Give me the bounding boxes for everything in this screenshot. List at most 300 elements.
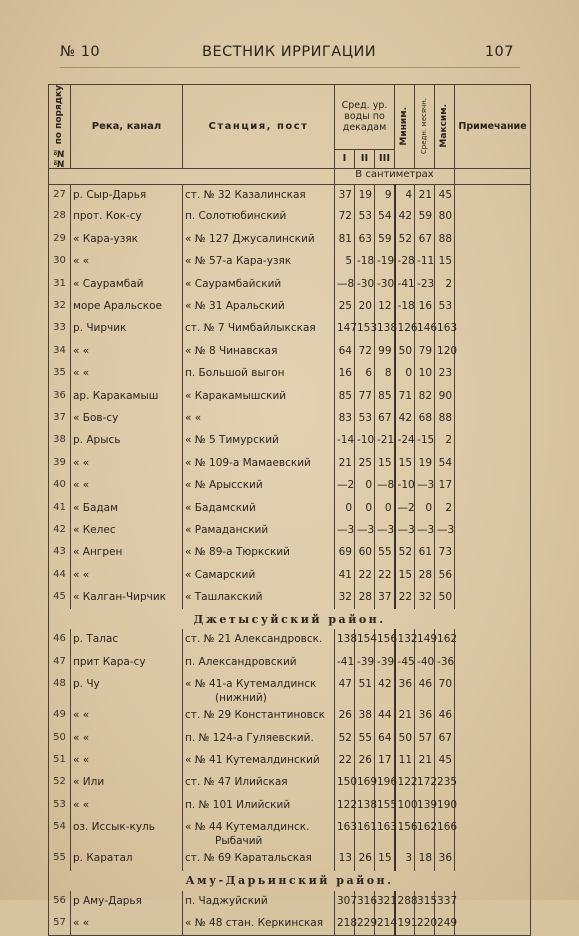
cell-mean: 146	[415, 318, 435, 340]
header-decade-3: III	[375, 150, 395, 168]
cell-mean: 149	[415, 629, 435, 651]
cell-station: п. Большой выгон	[183, 363, 335, 385]
cell-d2: 169	[355, 772, 375, 794]
cell-mean: 67	[415, 229, 435, 251]
cell-river: « Кара-узяк	[71, 229, 183, 251]
cell-d3: 22	[375, 565, 395, 587]
cell-d3: 17	[375, 750, 395, 772]
cell-min: 42	[395, 408, 415, 430]
cell-max: 190	[435, 795, 455, 817]
station-line-2: (нижний)	[215, 692, 267, 705]
cell-d2: 55	[355, 728, 375, 750]
cell-order-number: 48	[49, 674, 71, 705]
cell-min: 0	[395, 363, 415, 385]
cell-river: прот. Кок-су	[71, 206, 183, 228]
cell-min: -41	[395, 274, 415, 296]
cell-river: прит Кара-су	[71, 652, 183, 674]
cell-min: 11	[395, 750, 415, 772]
cell-d2: 77	[355, 386, 375, 408]
cell-min: -45	[395, 652, 415, 674]
cell-order-number: 30	[49, 251, 71, 273]
cell-station: « Рамаданский	[183, 520, 335, 542]
table-row	[49, 274, 531, 296]
table-row	[49, 891, 531, 913]
cell-order-number: 28	[49, 206, 71, 228]
cell-d1: 41	[335, 565, 355, 587]
cell-note	[455, 251, 531, 273]
cell-min: 21	[395, 705, 415, 727]
cell-note	[455, 728, 531, 750]
cell-min: 52	[395, 542, 415, 564]
cell-mean: -40	[415, 652, 435, 674]
cell-mean: 172	[415, 772, 435, 794]
units-note-spacer	[455, 168, 531, 184]
cell-d1: 150	[335, 772, 355, 794]
cell-max: -36	[435, 652, 455, 674]
cell-min: -10	[395, 475, 415, 497]
cell-d3: 15	[375, 848, 395, 870]
cell-max: 88	[435, 229, 455, 251]
cell-river: « Саурамбай	[71, 274, 183, 296]
cell-note	[455, 206, 531, 228]
cell-river: море Аральское	[71, 296, 183, 318]
header-avg-level: Сред. ур. воды по декадам	[335, 85, 395, 150]
cell-d1: 0	[335, 498, 355, 520]
cell-station: « Саурамбайский	[183, 274, 335, 296]
cell-station: « Самарский	[183, 565, 335, 587]
cell-max: 235	[435, 772, 455, 794]
table-row	[49, 565, 531, 587]
cell-station: « Каракамышский	[183, 386, 335, 408]
water-level-table	[48, 84, 531, 936]
cell-note	[455, 386, 531, 408]
cell-mean: 19	[415, 453, 435, 475]
cell-min: -18	[395, 296, 415, 318]
table-row	[49, 229, 531, 251]
cell-note	[455, 498, 531, 520]
cell-max: 90	[435, 386, 455, 408]
cell-d1: 85	[335, 386, 355, 408]
cell-max: 162	[435, 629, 455, 651]
table-row	[49, 475, 531, 497]
cell-river: « «	[71, 363, 183, 385]
cell-min: 50	[395, 341, 415, 363]
cell-d3: 64	[375, 728, 395, 750]
cell-note	[455, 652, 531, 674]
table-row	[49, 674, 531, 705]
cell-max: 23	[435, 363, 455, 385]
cell-order-number: 39	[49, 453, 71, 475]
cell-order-number: 45	[49, 587, 71, 609]
cell-note	[455, 430, 531, 452]
header-min: Миним.	[395, 85, 415, 169]
cell-order-number: 29	[49, 229, 71, 251]
cell-d1: 122	[335, 795, 355, 817]
cell-river: « «	[71, 251, 183, 273]
table-body-2	[49, 629, 531, 870]
cell-river: « «	[71, 913, 183, 935]
cell-note	[455, 629, 531, 651]
cell-d3: 321	[375, 891, 395, 913]
cell-d3: 37	[375, 587, 395, 609]
cell-order-number: 44	[49, 565, 71, 587]
cell-order-number: 56	[49, 891, 71, 913]
cell-station: п. Солотюбинский	[183, 206, 335, 228]
cell-d2: 22	[355, 565, 375, 587]
cell-order-number: 46	[49, 629, 71, 651]
cell-d3: 54	[375, 206, 395, 228]
cell-station: п. Александровский	[183, 652, 335, 674]
cell-min: —2	[395, 498, 415, 520]
cell-order-number: 54	[49, 817, 71, 848]
cell-river: р. Чирчик	[71, 318, 183, 340]
cell-max: 45	[435, 750, 455, 772]
cell-max: 120	[435, 341, 455, 363]
station-line-2: Рыбачий	[215, 835, 263, 848]
cell-d3: 12	[375, 296, 395, 318]
cell-d1: 16	[335, 363, 355, 385]
station-line-1: « № 41-а Кутемалдинск	[185, 678, 317, 691]
cell-d1: 81	[335, 229, 355, 251]
cell-station	[183, 674, 335, 705]
cell-mean: -11	[415, 251, 435, 273]
cell-min: 50	[395, 728, 415, 750]
cell-note	[455, 848, 531, 870]
cell-d2: 6	[355, 363, 375, 385]
cell-max: 17	[435, 475, 455, 497]
cell-d1: 25	[335, 296, 355, 318]
cell-min: 42	[395, 206, 415, 228]
cell-d1: 26	[335, 705, 355, 727]
cell-station: п. № 101 Илийский	[183, 795, 335, 817]
cell-d3: 214	[375, 913, 395, 935]
cell-mean: -15	[415, 430, 435, 452]
cell-river: « «	[71, 453, 183, 475]
table-row	[49, 705, 531, 727]
cell-station: « № 8 Чинавская	[183, 341, 335, 363]
cell-note	[455, 341, 531, 363]
cell-station: ст. № 69 Каратальская	[183, 848, 335, 870]
cell-d1: 32	[335, 587, 355, 609]
cell-d3: 138	[375, 318, 395, 340]
section-header-dzhetysu: Джетысуйский район.	[49, 609, 531, 629]
table-row	[49, 913, 531, 935]
cell-d2: 60	[355, 542, 375, 564]
cell-note	[455, 453, 531, 475]
cell-mean: 36	[415, 705, 435, 727]
cell-d2: 26	[355, 750, 375, 772]
cell-d3: 42	[375, 674, 395, 705]
cell-d1: —8	[335, 274, 355, 296]
cell-note	[455, 913, 531, 935]
cell-max: 53	[435, 296, 455, 318]
page-number: 107	[484, 44, 514, 60]
table-row	[49, 587, 531, 609]
table-row	[49, 848, 531, 870]
cell-d2: 28	[355, 587, 375, 609]
header-river: Река, канал	[71, 85, 183, 169]
cell-d3: 196	[375, 772, 395, 794]
cell-mean: 220	[415, 913, 435, 935]
cell-d2: 138	[355, 795, 375, 817]
cell-min: 132	[395, 629, 415, 651]
cell-river: « Бадам	[71, 498, 183, 520]
cell-d3: —8	[375, 475, 395, 497]
cell-river: « «	[71, 565, 183, 587]
cell-d2: -30	[355, 274, 375, 296]
cell-mean: 82	[415, 386, 435, 408]
cell-order-number: 31	[49, 274, 71, 296]
table-row	[49, 652, 531, 674]
cell-max: 337	[435, 891, 455, 913]
cell-d1: —3	[335, 520, 355, 542]
cell-d1: 69	[335, 542, 355, 564]
cell-d3: 156	[375, 629, 395, 651]
cell-max: —3	[435, 520, 455, 542]
cell-d2: 316	[355, 891, 375, 913]
cell-min: 191	[395, 913, 415, 935]
cell-order-number: 57	[49, 913, 71, 935]
table-row	[49, 772, 531, 794]
cell-d2: 0	[355, 498, 375, 520]
cell-station: « № 57-а Кара-узяк	[183, 251, 335, 273]
cell-mean: 162	[415, 817, 435, 848]
cell-order-number: 27	[49, 184, 71, 206]
cell-min: 4	[395, 184, 415, 206]
table-row	[49, 408, 531, 430]
cell-order-number: 52	[49, 772, 71, 794]
cell-note	[455, 296, 531, 318]
cell-order-number: 32	[49, 296, 71, 318]
cell-note	[455, 674, 531, 705]
cell-river: ар. Каракамыш	[71, 386, 183, 408]
cell-note	[455, 475, 531, 497]
cell-d1: 13	[335, 848, 355, 870]
cell-d1: 147	[335, 318, 355, 340]
cell-note	[455, 318, 531, 340]
cell-max: 70	[435, 674, 455, 705]
units-label: В сантиметрах	[335, 168, 455, 184]
cell-river: р. Каратал	[71, 848, 183, 870]
cell-d1: 47	[335, 674, 355, 705]
cell-d3: 155	[375, 795, 395, 817]
cell-mean: 32	[415, 587, 435, 609]
table-row	[49, 728, 531, 750]
cell-max: 2	[435, 498, 455, 520]
cell-mean: 315	[415, 891, 435, 913]
cell-note	[455, 565, 531, 587]
cell-min: 100	[395, 795, 415, 817]
cell-d2: -10	[355, 430, 375, 452]
cell-mean: -23	[415, 274, 435, 296]
cell-station: ст. № 21 Александровск.	[183, 629, 335, 651]
table-row	[49, 251, 531, 273]
cell-min: 126	[395, 318, 415, 340]
cell-mean: 21	[415, 184, 435, 206]
cell-max: 2	[435, 274, 455, 296]
cell-mean: 59	[415, 206, 435, 228]
cell-river: « «	[71, 795, 183, 817]
header-note: Примечание	[455, 85, 531, 169]
cell-mean: 57	[415, 728, 435, 750]
cell-max: 46	[435, 705, 455, 727]
cell-note	[455, 274, 531, 296]
cell-river: « «	[71, 728, 183, 750]
cell-river: « «	[71, 705, 183, 727]
table-row	[49, 817, 531, 848]
cell-station: « № 48 стан. Керкинская	[183, 913, 335, 935]
cell-order-number: 35	[49, 363, 71, 385]
cell-river: « «	[71, 750, 183, 772]
cell-note	[455, 587, 531, 609]
cell-order-number: 41	[49, 498, 71, 520]
cell-station: ст. № 29 Константиновск	[183, 705, 335, 727]
cell-note	[455, 772, 531, 794]
table-section-2	[49, 871, 531, 891]
cell-d1: 218	[335, 913, 355, 935]
cell-d1: 138	[335, 629, 355, 651]
cell-min: -24	[395, 430, 415, 452]
cell-mean: —3	[415, 475, 435, 497]
cell-station: « № 31 Аральский	[183, 296, 335, 318]
cell-max: 88	[435, 408, 455, 430]
cell-order-number: 34	[49, 341, 71, 363]
cell-d2: 20	[355, 296, 375, 318]
table-row	[49, 318, 531, 340]
cell-d2: 19	[355, 184, 375, 206]
table-row	[49, 341, 531, 363]
cell-station: « «	[183, 408, 335, 430]
cell-min: —3	[395, 520, 415, 542]
cell-d1: -41	[335, 652, 355, 674]
cell-max: 15	[435, 251, 455, 273]
cell-station: « № 41 Кутемалдинский	[183, 750, 335, 772]
cell-note	[455, 817, 531, 848]
cell-d2: 63	[355, 229, 375, 251]
cell-station: ст. № 32 Казалинская	[183, 184, 335, 206]
cell-min: 71	[395, 386, 415, 408]
cell-min: 15	[395, 565, 415, 587]
cell-river: « Или	[71, 772, 183, 794]
cell-d3: -30	[375, 274, 395, 296]
cell-note	[455, 408, 531, 430]
cell-max: 36	[435, 848, 455, 870]
header-decade-2: II	[355, 150, 375, 168]
table-row	[49, 430, 531, 452]
cell-mean: 61	[415, 542, 435, 564]
table-row	[49, 184, 531, 206]
cell-d1: 37	[335, 184, 355, 206]
cell-river: оз. Иссык-куль	[71, 817, 183, 848]
cell-river: « Ангрен	[71, 542, 183, 564]
cell-river: р. Сыр-Дарья	[71, 184, 183, 206]
table-row	[49, 542, 531, 564]
cell-note	[455, 184, 531, 206]
station-line-1: « № 44 Кутемалдинск.	[185, 821, 310, 834]
cell-order-number: 50	[49, 728, 71, 750]
cell-station: « № 127 Джусалинский	[183, 229, 335, 251]
cell-max: 73	[435, 542, 455, 564]
cell-note	[455, 520, 531, 542]
cell-d1: —2	[335, 475, 355, 497]
table-row	[49, 363, 531, 385]
cell-d2: -39	[355, 652, 375, 674]
cell-note	[455, 363, 531, 385]
cell-d3: 44	[375, 705, 395, 727]
cell-max: 54	[435, 453, 455, 475]
cell-max: 80	[435, 206, 455, 228]
cell-river: « Бов-су	[71, 408, 183, 430]
cell-d3: -39	[375, 652, 395, 674]
section-header-amudarya: Аму-Дарьинский район.	[49, 871, 531, 891]
cell-max: 166	[435, 817, 455, 848]
cell-order-number: 40	[49, 475, 71, 497]
cell-max: 67	[435, 728, 455, 750]
cell-d2: -18	[355, 251, 375, 273]
units-spacer	[49, 168, 335, 184]
cell-d1: 22	[335, 750, 355, 772]
cell-d3: 0	[375, 498, 395, 520]
cell-max: 50	[435, 587, 455, 609]
cell-order-number: 43	[49, 542, 71, 564]
cell-d3: 55	[375, 542, 395, 564]
cell-min: 36	[395, 674, 415, 705]
cell-d1: 5	[335, 251, 355, 273]
cell-order-number: 55	[49, 848, 71, 870]
cell-station: п. Чаджуйский	[183, 891, 335, 913]
table-body-1	[49, 184, 531, 609]
cell-d2: 26	[355, 848, 375, 870]
cell-station: « Бадамский	[183, 498, 335, 520]
cell-d1: 72	[335, 206, 355, 228]
cell-river: р. Талас	[71, 629, 183, 651]
cell-d3: -19	[375, 251, 395, 273]
cell-mean: 139	[415, 795, 435, 817]
cell-d1: -14	[335, 430, 355, 452]
cell-mean: —3	[415, 520, 435, 542]
cell-note	[455, 229, 531, 251]
table-row	[49, 629, 531, 651]
header-rule	[60, 67, 520, 68]
table-row	[49, 296, 531, 318]
cell-order-number: 38	[49, 430, 71, 452]
table-row	[49, 795, 531, 817]
cell-mean: 0	[415, 498, 435, 520]
cell-d3: 163	[375, 817, 395, 848]
cell-mean: 46	[415, 674, 435, 705]
cell-mean: 10	[415, 363, 435, 385]
cell-river: « «	[71, 475, 183, 497]
cell-station: « № 5 Тимурский	[183, 430, 335, 452]
cell-order-number: 37	[49, 408, 71, 430]
cell-d3: -21	[375, 430, 395, 452]
header-max: Максим.	[435, 85, 455, 169]
cell-min: 288	[395, 891, 415, 913]
cell-max: 163	[435, 318, 455, 340]
cell-min: 15	[395, 453, 415, 475]
cell-mean: 79	[415, 341, 435, 363]
table-row	[49, 206, 531, 228]
cell-max: 2	[435, 430, 455, 452]
cell-mean: 18	[415, 848, 435, 870]
cell-d2: 72	[355, 341, 375, 363]
cell-d3: —3	[375, 520, 395, 542]
header-decade-1: I	[335, 150, 355, 168]
cell-river: р. Арысь	[71, 430, 183, 452]
cell-d3: 85	[375, 386, 395, 408]
cell-river: « Калган-Чирчик	[71, 587, 183, 609]
cell-min: 3	[395, 848, 415, 870]
